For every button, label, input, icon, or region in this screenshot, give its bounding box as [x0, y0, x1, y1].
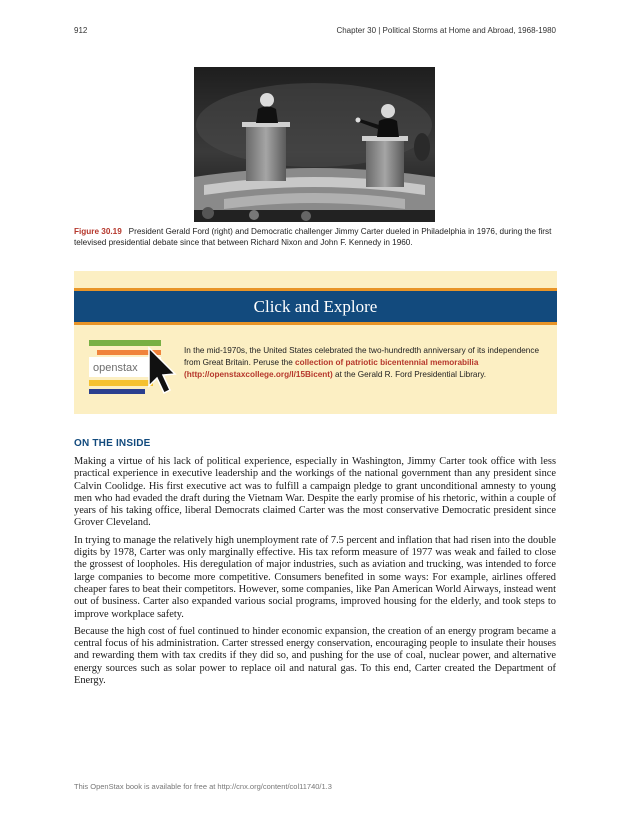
debate-photo [194, 67, 435, 222]
click-and-explore-box [74, 271, 557, 414]
feature-text-end: at the Gerald R. Ford Presidential Library. [332, 370, 486, 379]
figure-caption-text: President Gerald Ford (right) and Democratic challenger Jimmy Carter dueled in Philadelphia in 1976, during the first televised presidential debate since that between Richard Nixon and John F. Kennedy in 1960. [74, 227, 552, 247]
paragraph: Making a virtue of his lack of political experience, especially in Washington, Jimmy Carter took office with less practical experience in executive leadership and the workings of the national government than any president since Calvin Coolidge. His first executive act was to fulfill a campaign pledge to grant unconditional amnesty to young men who had evaded the draft during the Vietnam War. Despite the early promise of his rhetoric, within a couple of years of his taking office, liberal Democrats claimed Carter was the most conservative Democratic president since Grover Cleveland. [74, 456, 556, 529]
section-heading: ON THE INSIDE [74, 438, 151, 449]
section-body [74, 456, 556, 692]
bicentennial-link[interactable]: collection of patriotic bicentennial memorabilia (http://openstaxcollege.org/l/15Bicent) [184, 358, 479, 379]
paragraph: Because the high cost of fuel continued to hinder economic expansion, the creation of an energy program became a central focus of his administration. Carter stressed energy conservation, encouraging people to insulate their houses and rewarding them with tax credits if they did so, and pushing for the use of coal, nuclear power, and alternative energy sources such as solar power to replace oil and natural gas. To this end, Carter created the Department of Energy. [74, 625, 556, 687]
openstax-cursor-icon [89, 340, 179, 398]
figure-caption [74, 226, 558, 248]
footer-note: This OpenStax book is available for free at http://cnx.org/content/col11740/1.3 [74, 782, 332, 791]
feature-text [184, 345, 539, 381]
page-number: 912 [74, 26, 88, 35]
chapter-header: Chapter 30 | Political Storms at Home and Abroad, 1968-1980 [336, 26, 556, 35]
figure-label: Figure 30.19 [74, 227, 122, 236]
openstax-logo-text: openstax [93, 362, 138, 374]
feature-title-band [74, 288, 557, 325]
paragraph: In trying to manage the relatively high unemployment rate of 7.5 percent and inflation that had risen into the double digits by 1978, Carter was only marginally effective. His tax reform measure of 1977 was weak and failed to close the grossest of loopholes. His deregulation of major industries, such as aviation and trucking, was intended to force large companies to become more competitive. Consumers benefited in some ways: For example, airlines offered cheaper fares to beat their competitors. However, some companies, like Pan American World Airways, instead went out of business. Carter also expanded various social programs, improved housing for the elderly, and took steps to improve workplace safety. [74, 534, 556, 620]
feature-text-intro: In the mid-1970s, the United States celebrated the two-hundredth anniversary of its independence from Great Britain. Peruse the [184, 346, 540, 367]
feature-title: Click and Explore [253, 297, 378, 316]
